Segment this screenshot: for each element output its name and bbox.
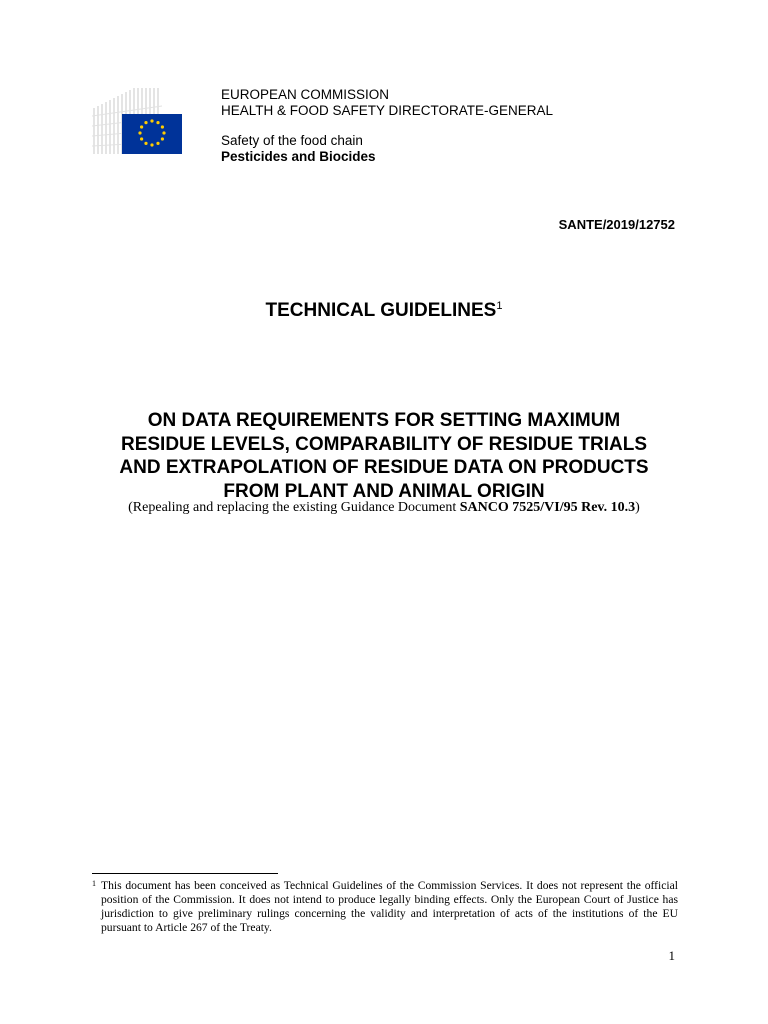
subtitle-line: FROM PLANT AND ANIMAL ORIGIN [223, 480, 545, 502]
directorate-name: HEALTH & FOOD SAFETY DIRECTORATE-GENERAL [221, 102, 554, 118]
page-title [0, 300, 768, 322]
footnote-reference: 1 [496, 300, 503, 312]
footnote [92, 879, 678, 935]
unit-subname: Pesticides and Biocides [221, 148, 376, 164]
header-block [221, 87, 553, 164]
document-subtitle [60, 409, 708, 503]
repealed-document-id: SANCO 7525/VI/95 Rev. 10.3 [459, 500, 636, 515]
subtitle-line: AND EXTRAPOLATION OF RESIDUE DATA ON PRODUCTS [119, 457, 649, 478]
footnote-mark: 1 [92, 879, 96, 888]
subtitle-line: RESIDUE LEVELS, COMPARABILITY OF RESIDUE TRIALS [120, 433, 648, 455]
subtitle-line: ON DATA REQUIREMENTS FOR SETTING MAXIMUM [147, 410, 621, 431]
european-commission-logo-icon [92, 86, 184, 156]
document-reference: SANTE/2019/12752 [558, 217, 675, 232]
page-number: 1 [668, 948, 675, 963]
page-title-text: TECHNICAL GUIDELINES [265, 300, 497, 321]
repealing-note: (Repealing and replacing the existing Guidance Document SANCO 7525/VI/95 Rev. 10.3) [128, 500, 640, 515]
footnote-separator [92, 873, 278, 874]
footnote-text: This document has been conceived as Technical Guidelines of the Commission Services. It does not represent the official position of the Commission. It does not intend to produce legally binding effects. Only the European Court of Justice has jurisdiction to give preliminary rulings concerning the validity and interpretation of acts of the institutions of the EU pursuant to Article 267 of the Treaty. [101, 879, 678, 934]
org-name: EUROPEAN COMMISSION [221, 87, 390, 102]
unit-name: Safety of the food chain [221, 133, 363, 148]
